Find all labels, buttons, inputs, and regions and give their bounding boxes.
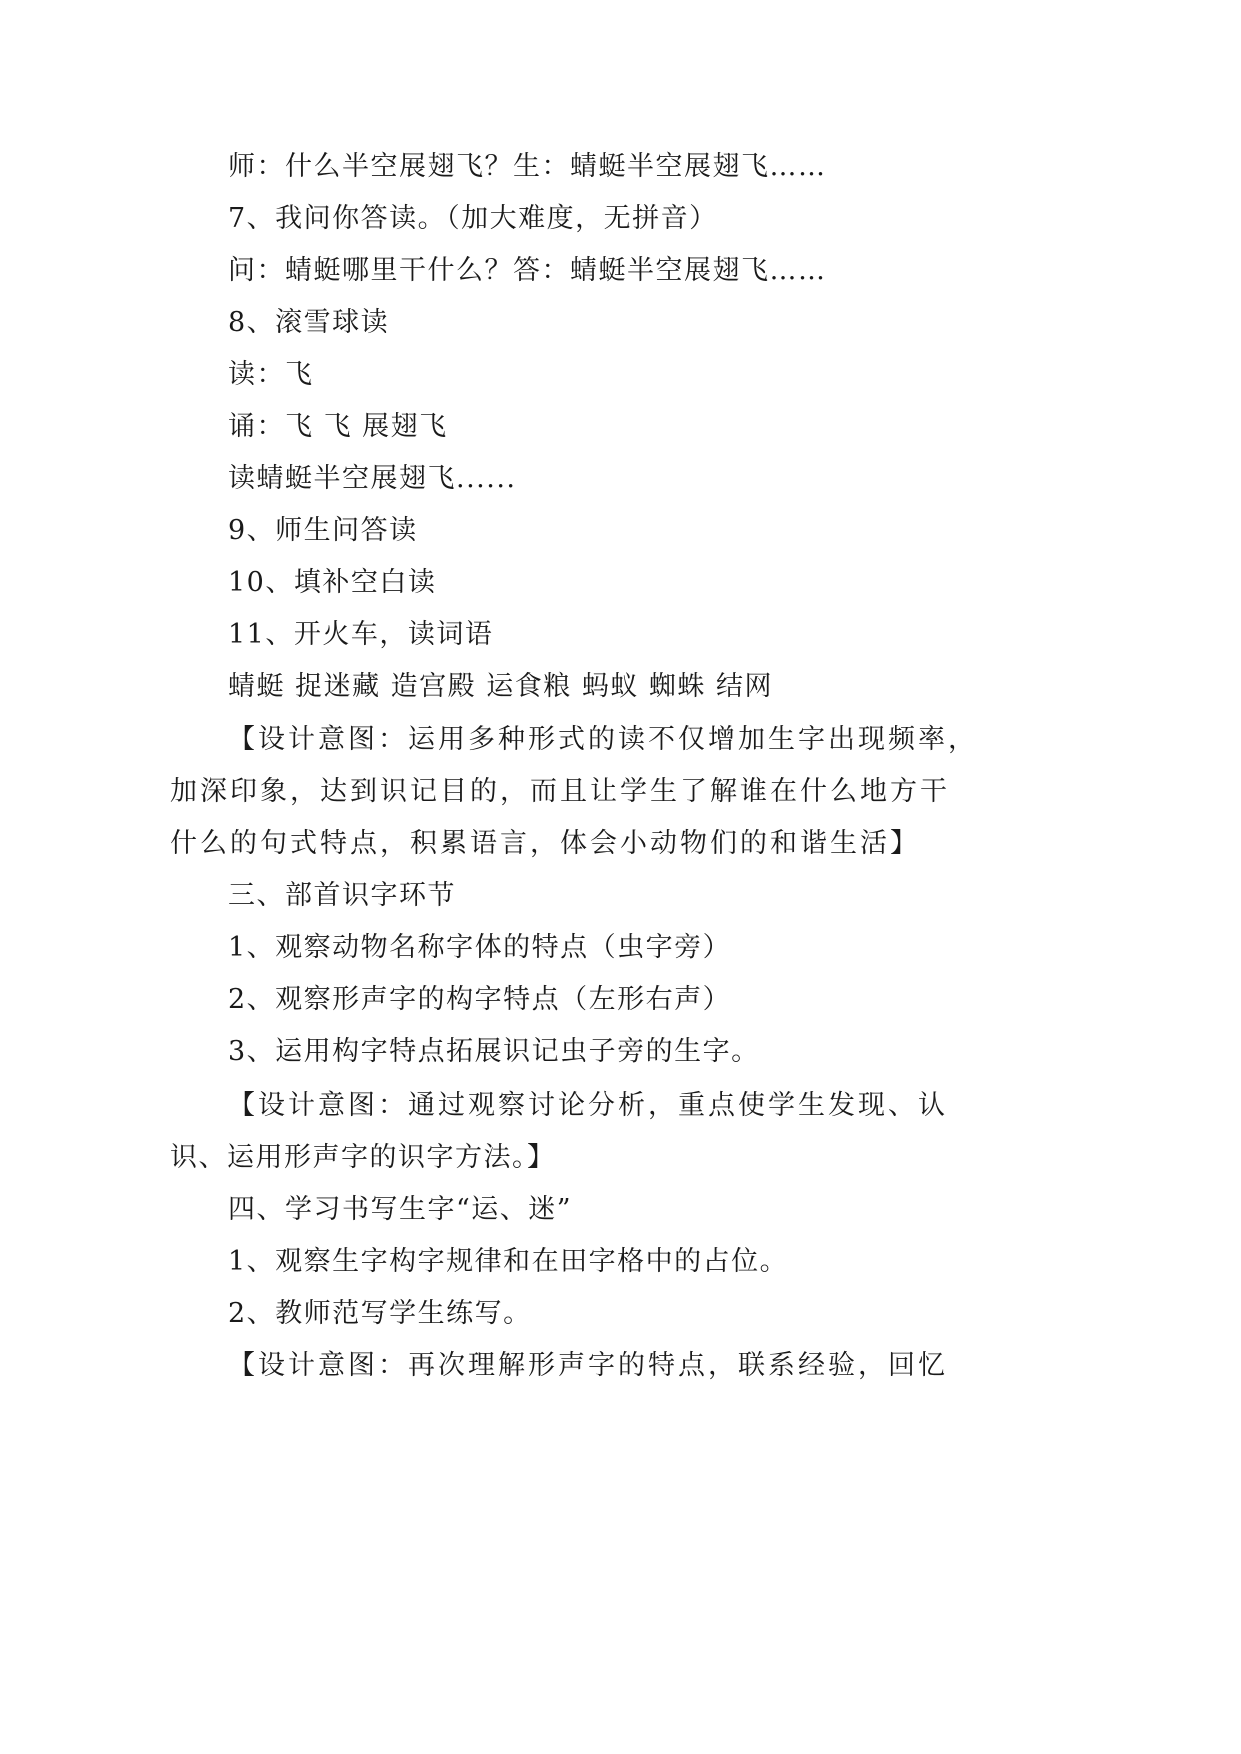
design-intent-note: 加深印象，达到识记目的，而且让学生了解谁在什么地方干 xyxy=(170,776,950,807)
paragraph-line: 8、滚雪球读 xyxy=(228,307,390,338)
design-intent-note: 识、运用形声字的识字方法。】 xyxy=(170,1142,556,1173)
paragraph-line: 3、运用构字特点拓展识记虫子旁的生字。 xyxy=(228,1036,760,1067)
paragraph-line: 2、观察形声字的构字特点（左形右声） xyxy=(228,984,732,1015)
design-intent-note: 【设计意图：通过观察讨论分析，重点使学生发现、认 xyxy=(228,1090,948,1121)
word-list-line: 蜻蜓 捉迷藏 造宫殿 运食粮 蚂蚁 蜘蛛 结网 xyxy=(228,671,773,702)
paragraph-line: 7、我问你答读。（加大难度，无拼音） xyxy=(228,203,718,234)
paragraph-line: 2、教师范写学生练写。 xyxy=(228,1298,532,1329)
design-intent-note: 【设计意图：再次理解形声字的特点，联系经验，回忆 xyxy=(228,1350,948,1381)
paragraph-line: 1、观察动物名称字体的特点（虫字旁） xyxy=(228,932,732,963)
paragraph-line: 问：蜻蜓哪里干什么？答：蜻蜓半空展翅飞…… xyxy=(228,255,827,286)
section-heading: 三、部首识字环节 xyxy=(228,880,456,911)
paragraph-line: 读蜻蜓半空展翅飞...... xyxy=(228,463,517,494)
paragraph-line: 9、师生问答读 xyxy=(228,515,418,546)
section-heading: 四、学习书写生字“运、迷” xyxy=(228,1194,573,1225)
paragraph-line: 11、开火车，读词语 xyxy=(228,619,494,650)
paragraph-line: 读：飞 xyxy=(228,359,314,390)
paragraph-line: 10、填补空白读 xyxy=(228,567,437,598)
design-intent-note: 【设计意图：运用多种形式的读不仅增加生字出现频率， xyxy=(228,724,978,755)
design-intent-note: 什么的句式特点，积累语言，体会小动物们的和谐生活】 xyxy=(170,828,920,859)
paragraph-line: 诵：飞 飞 展翅飞 xyxy=(228,411,448,442)
paragraph-line: 1、观察生字构字规律和在田字格中的占位。 xyxy=(228,1246,789,1277)
paragraph-line: 师：什么半空展翅飞？生：蜻蜓半空展翅飞…… xyxy=(228,151,827,182)
